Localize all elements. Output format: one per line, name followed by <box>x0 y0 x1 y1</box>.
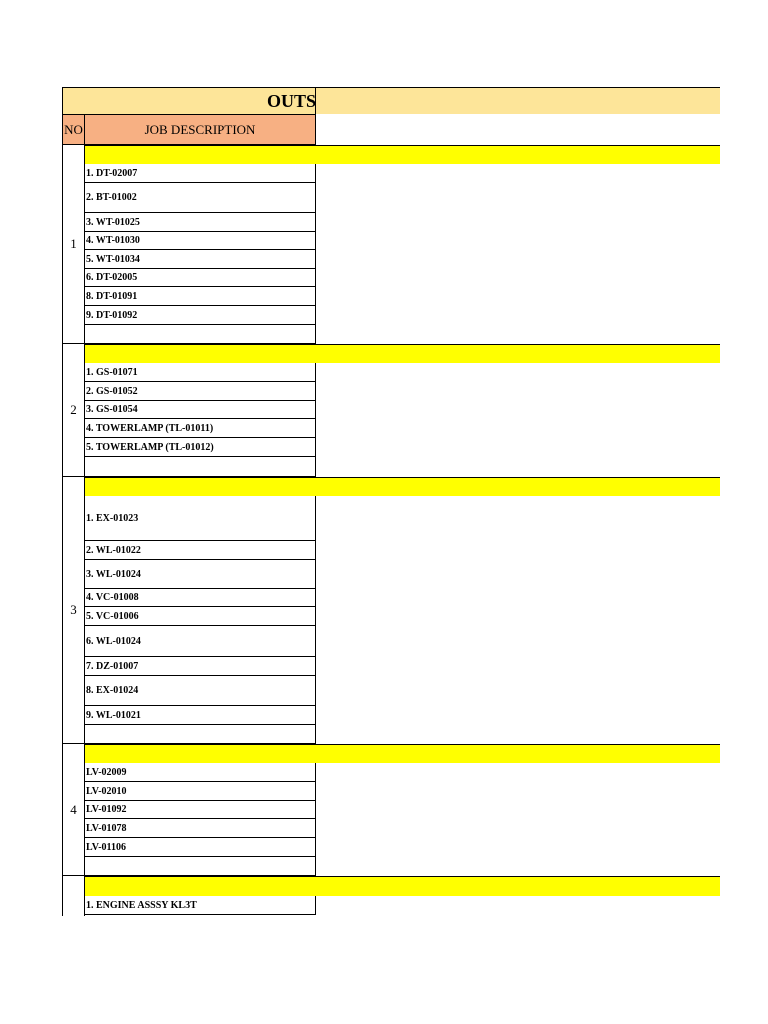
table-row <box>84 725 316 744</box>
table-row: 3. WT-01025 <box>84 213 316 232</box>
table-row: 2. WL-01022 <box>84 541 316 560</box>
table-row: 1. EX-01023 <box>84 496 316 541</box>
table-row: 2. BT-01002 <box>84 183 316 213</box>
table-row: LV-01092 <box>84 801 316 819</box>
table-row: LV-01106 <box>84 838 316 857</box>
group-number-cell <box>62 344 85 477</box>
table-row: 7. DZ-01007 <box>84 657 316 676</box>
group-number-cell <box>62 744 85 876</box>
table-row: 8. EX-01024 <box>84 676 316 706</box>
table-row: 1. ENGINE ASSSY KL3T <box>84 896 316 915</box>
table-row <box>84 325 316 344</box>
group-header-band <box>84 744 720 763</box>
group-header-band <box>84 876 720 896</box>
table-row: 6. DT-02005 <box>84 269 316 287</box>
table-row: 1. DT-02007 <box>84 164 316 183</box>
group-number: 1 <box>70 236 77 251</box>
table-row: 3. GS-01054 <box>84 401 316 419</box>
table-row: 5. VC-01006 <box>84 607 316 626</box>
page-title: OUTS <box>266 91 316 111</box>
table-row: 4. VC-01008 <box>84 589 316 607</box>
group-number: 3 <box>70 602 77 617</box>
group-number-cell <box>62 145 85 344</box>
group-header-band <box>84 145 720 164</box>
table-row: LV-02009 <box>84 763 316 782</box>
group-header-band <box>84 344 720 363</box>
table-row: 4. WT-01030 <box>84 232 316 250</box>
group-number: 2 <box>70 402 77 417</box>
table-row: 9. DT-01092 <box>84 306 316 325</box>
table-row <box>84 857 316 876</box>
table-row: 5. TOWERLAMP (TL-01012) <box>84 438 316 457</box>
table-row: 2. GS-01052 <box>84 382 316 401</box>
column-header-job-description: JOB DESCRIPTION <box>84 114 316 145</box>
column-header-no: NO <box>62 114 85 145</box>
table-row: 1. GS-01071 <box>84 363 316 382</box>
table-row: LV-01078 <box>84 819 316 838</box>
table-row: 5. WT-01034 <box>84 250 316 269</box>
table-row: 6. WL-01024 <box>84 626 316 657</box>
group-number-cell <box>62 477 85 744</box>
table-row: LV-02010 <box>84 782 316 801</box>
table-row: 9. WL-01021 <box>84 706 316 725</box>
table-row: 3. WL-01024 <box>84 560 316 589</box>
group-header-band <box>84 477 720 496</box>
table-row: 8. DT-01091 <box>84 287 316 306</box>
table-row <box>84 457 316 477</box>
table-row: 4. TOWERLAMP (TL-01011) <box>84 419 316 438</box>
group-number: 4 <box>70 801 77 817</box>
group-number-cell <box>62 876 85 916</box>
